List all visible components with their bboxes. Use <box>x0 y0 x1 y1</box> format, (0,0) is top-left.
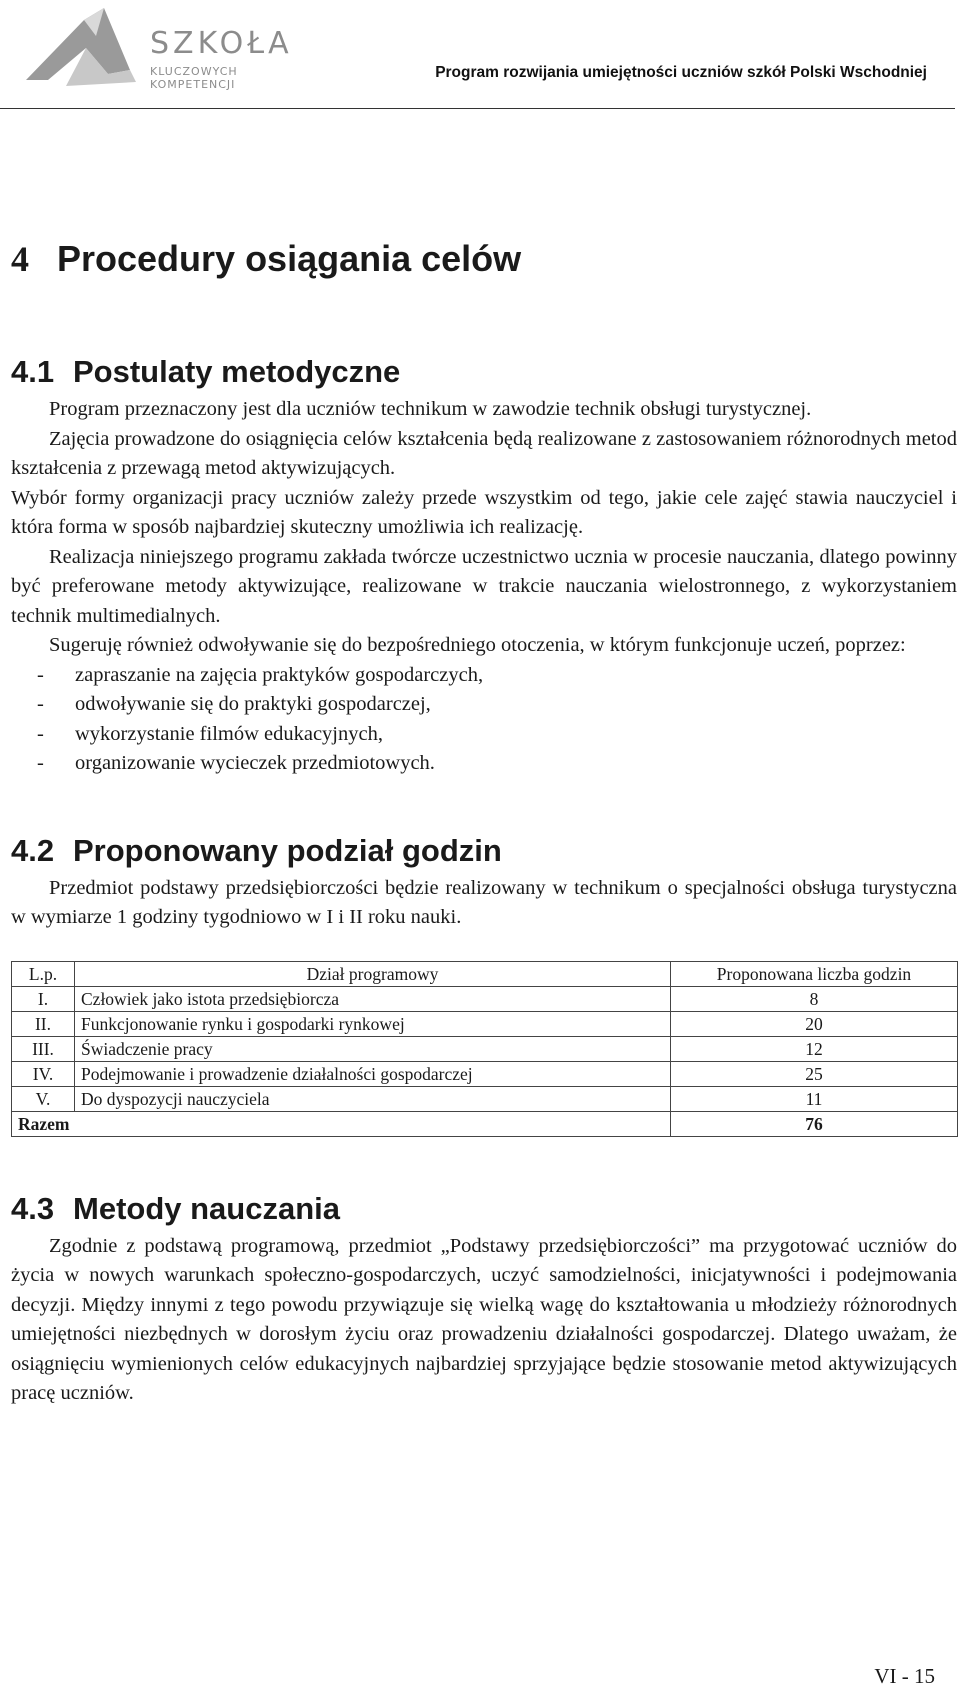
hours-table <box>11 961 958 1137</box>
list-item-text: odwoływanie się do praktyki gospodarczej, <box>75 693 431 715</box>
list-bullet: - <box>37 722 44 745</box>
section-number: 4.1 <box>11 354 55 389</box>
paragraph: Wybór formy organizacji pracy uczniów zależy przede wszystkim od tego, jakie cele zajęć stawia nauczyciel i która forma w sposób najbardziej skuteczny umożliwia ich realizację. <box>11 486 957 538</box>
table-row <box>12 1061 958 1086</box>
table-total-row <box>12 1111 958 1136</box>
section-4-3-body <box>11 1232 957 1409</box>
page-number: VI - 15 <box>874 1664 935 1688</box>
section-number: 4.2 <box>11 832 55 868</box>
table-cell: IV. <box>12 1061 75 1086</box>
table-cell: 11 <box>671 1086 958 1111</box>
list-item <box>11 690 957 720</box>
logo-mountain-icon <box>26 8 144 90</box>
table-cell: V. <box>12 1086 75 1111</box>
paragraph: Realizacja niniejszego programu zakłada twórcze uczestnictwo ucznia w procesie nauczania, dlatego powinny być preferowane metody aktywizujące, realizowane w trakcie nauczania wielostronnego, z wykorzystaniem technik multimedialnych. <box>11 545 957 627</box>
section-title: Proponowany podział godzin <box>73 832 502 868</box>
paragraph: Program przeznaczony jest dla uczniów technikum w zawodzie technik obsługi turystycznej. <box>49 398 812 420</box>
paragraph: Przedmiot podstawy przedsiębiorczości będzie realizowany w technikum o specjalności obsługa turystyczna w wymiarze 1 godziny tygodniowo w I i II roku nauki. <box>11 876 957 928</box>
table-cell: II. <box>12 1011 75 1036</box>
list-bullet: - <box>37 693 44 715</box>
list-item-text: wykorzystanie filmów edukacyjnych, <box>75 722 383 745</box>
list-item <box>11 720 957 750</box>
table-cell: Do dyspozycji nauczyciela <box>75 1086 671 1111</box>
table-cell: 20 <box>671 1011 958 1036</box>
table-cell: Świadczenie pracy <box>75 1036 671 1061</box>
section-title: Metody nauczania <box>73 1190 340 1226</box>
total-value: 76 <box>671 1111 958 1136</box>
table-row <box>12 1011 958 1036</box>
table-header-row <box>12 961 958 986</box>
table-row <box>12 1036 958 1061</box>
table-cell: Człowiek jako istota przedsiębiorcza <box>75 986 671 1011</box>
list-bullet: - <box>37 752 44 774</box>
column-header-hours: Proponowana liczba godzin <box>671 961 958 986</box>
table-row <box>12 1086 958 1111</box>
chapter-title: Procedury osiągania celów <box>57 238 522 279</box>
list-bullet: - <box>37 663 44 686</box>
table-cell: 8 <box>671 986 958 1011</box>
paragraph: Sugeruję również odwoływanie się do bezpośredniego otoczenia, w którym funkcjonuje uczeń, poprzez: <box>49 634 906 656</box>
list-item <box>11 749 957 779</box>
total-label: Razem <box>12 1111 671 1136</box>
page-header <box>0 0 960 112</box>
table-cell: 25 <box>671 1061 958 1086</box>
column-header-section: Dział programowy <box>75 961 671 986</box>
chapter-number: 4 <box>11 239 29 279</box>
paragraph: Zgodnie z podstawą programową, przedmiot „Podstawy przedsiębiorczości” ma przygotować uczniów do życia w nowych warunkach społeczno-gospodarczych, uczyć samodzielności, inicjatywności i podejmowania decyzji. Między innymi z tego powodu przywiązuje się wielką wagę do kształtowania u młodzieży różnorodnych umiejętności niezbędnych w dorosłym życiu oraz prowadzeniu działalności gospodarczej. Dlatego uważam, że osiągnięciu wymienionych celów edukacyjnych najbardziej sprzyjające będzie stosowanie metod aktywizujących pracę uczniów. <box>11 1234 957 1404</box>
header-title: Program rozwijania umiejętności uczniów szkół Polski Wschodniej <box>435 64 927 81</box>
logo-subtext: KLUCZOWYCH KOMPETENCJI <box>150 65 238 91</box>
table-cell: III. <box>12 1036 75 1061</box>
section-heading-4-3 <box>11 1191 957 1227</box>
bullet-list <box>11 661 957 779</box>
table-cell: 12 <box>671 1036 958 1061</box>
table-row <box>12 986 958 1011</box>
list-item-text: organizowanie wycieczek przedmiotowych. <box>75 752 435 774</box>
list-item <box>11 661 957 691</box>
section-4-1-body <box>11 395 957 779</box>
table-cell: Podejmowanie i prowadzenie działalności gospodarczej <box>75 1061 671 1086</box>
logo-text: SZKOŁA <box>150 26 293 61</box>
table-cell: I. <box>12 986 75 1011</box>
list-item-text: zapraszanie na zajęcia praktyków gospodarczych, <box>75 663 484 686</box>
logo <box>26 8 326 90</box>
header-divider <box>0 108 955 109</box>
document-body <box>11 238 957 1409</box>
section-4-2-body <box>11 874 957 933</box>
chapter-heading <box>11 238 957 280</box>
section-number: 4.3 <box>11 1190 55 1226</box>
table-cell: Funkcjonowanie rynku i gospodarki rynkowej <box>75 1011 671 1036</box>
section-heading-4-1 <box>11 354 957 390</box>
section-title: Postulaty metodyczne <box>73 354 401 389</box>
section-heading-4-2 <box>11 833 957 869</box>
column-header-lp: L.p. <box>12 961 75 986</box>
paragraph: Zajęcia prowadzone do osiągnięcia celów kształcenia będą realizowane z zastosowaniem różnorodnych metod kształcenia z przewagą metod aktywizujących. <box>11 427 957 479</box>
